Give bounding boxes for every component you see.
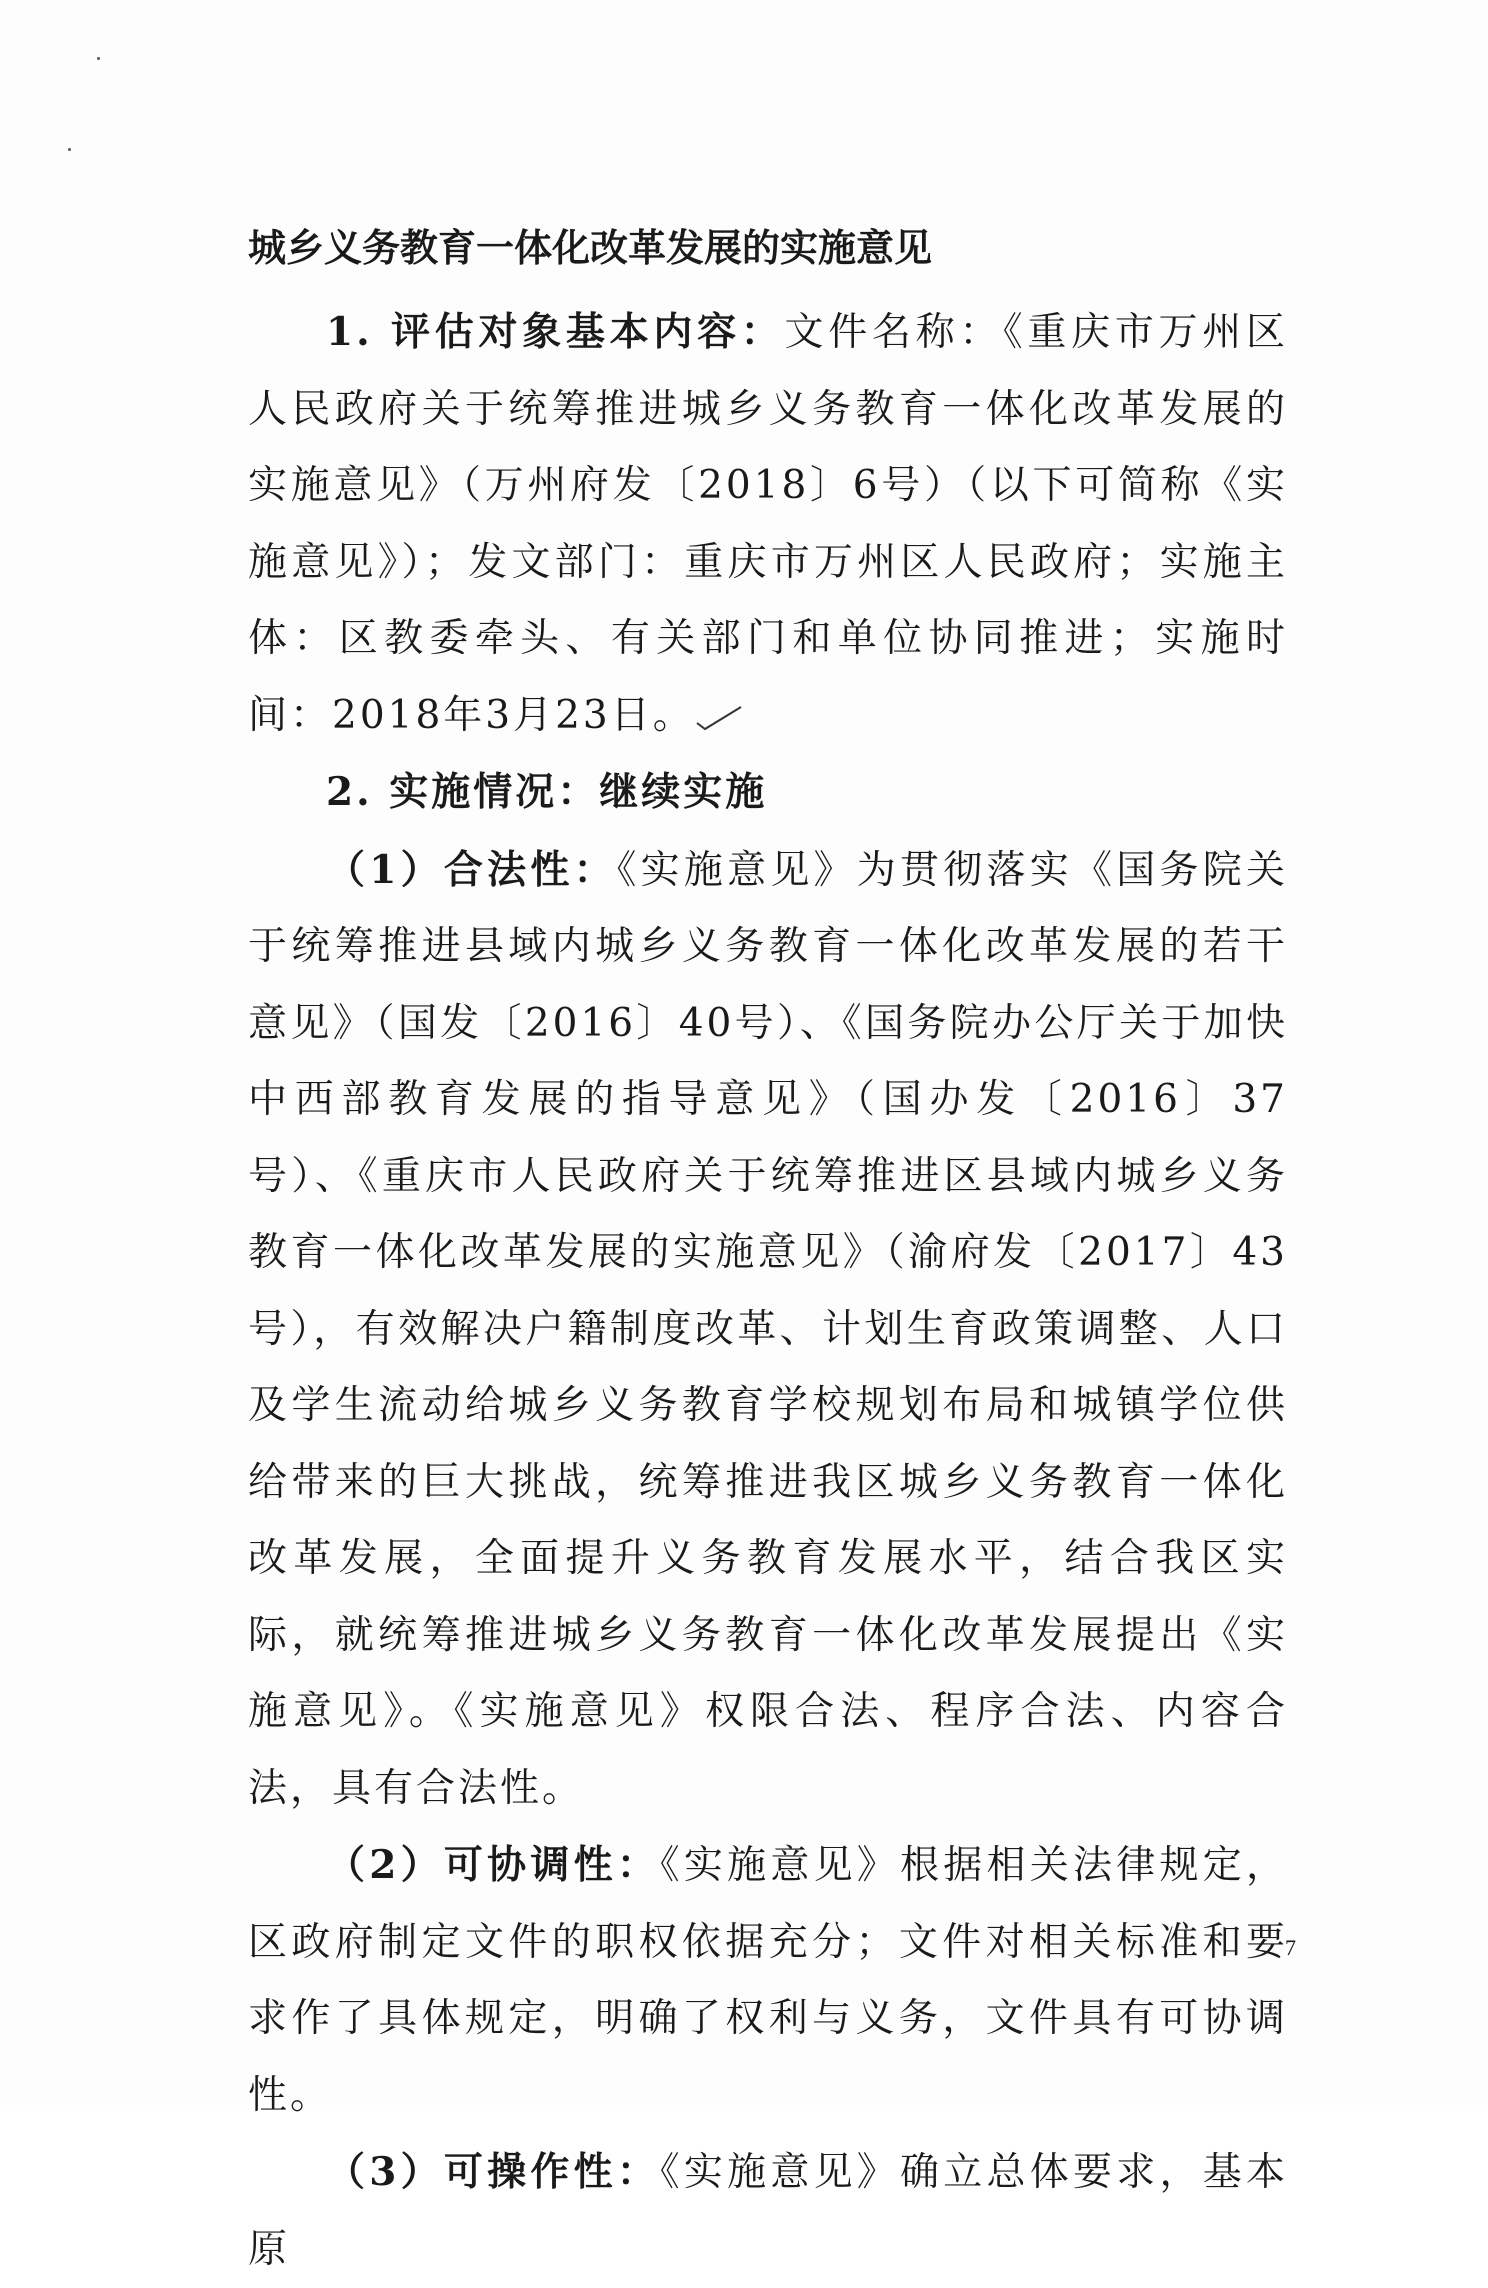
section-label: （1）合法性： (326, 846, 617, 893)
scan-speck (68, 148, 71, 151)
page-number: 7 (1285, 1935, 1296, 1960)
section-text: 文件名称：《重庆市万州区人民政府关于统筹推进城乡义务教育一体化改革发展的实施意见》（万州府发〔2018〕6号）（以下可简称《实施意见》）；发文部门：重庆市万州区人民政府；实施主体：区教委牵头、有关部门和单位协同推进；实施时间：2018年3月23日。 (248, 310, 1288, 738)
section-coordination (248, 1827, 1288, 2134)
section-label: 1. 评估对象基本内容： (326, 309, 785, 355)
document-title: 城乡义务教育一体化改革发展的实施意见 (248, 226, 933, 270)
section-label: 2. 实施情况：继续实施 (326, 769, 768, 815)
scan-speck (97, 57, 100, 60)
section-operability (248, 2134, 1288, 2288)
section-label: （3）可操作性： (326, 2149, 661, 2195)
section-legality (248, 832, 1288, 1828)
section-label: （2）可协调性： (326, 1842, 661, 1888)
document-body (248, 218, 1288, 2288)
section-text: 《实施意见》确立总体要求，基本原 (248, 2150, 1288, 2272)
section-text: 《实施意见》根据相关法律规定，区政府制定文件的职权依据充分；文件对相关标准和要求作了具体规定，明确了权利与义务，文件具有可协调性。 (248, 1843, 1288, 2118)
handwritten-check-icon (695, 705, 743, 731)
section-basic-content (248, 294, 1288, 754)
section-text: 《实施意见》为贯彻落实《国务院关于统筹推进县域内城乡义务教育一体化改革发展的若干意见》（国发〔2016〕40号）、《国务院办公厅关于加快中西部教育发展的指导意见》（国办发〔2016〕37号）、《重庆市人民政府关于统筹推进区县域内城乡义务教育一体化改革发展的实施意见》（渝府发〔2017〕43号），有效解决户籍制度改革、计划生育政策调整、人口及学生流动给城乡义务教育学校规划布局和城镇学位供给带来的巨大挑战，统筹推进我区城乡义务教育一体化改革发展，全面提升义务教育发展水平，结合我区实际，就统筹推进城乡义务教育一体化改革发展提出《实施意见》。《实施意见》权限合法、程序合法、内容合法，具有合法性。 (248, 847, 1288, 1811)
section-implementation-status (248, 754, 1288, 832)
